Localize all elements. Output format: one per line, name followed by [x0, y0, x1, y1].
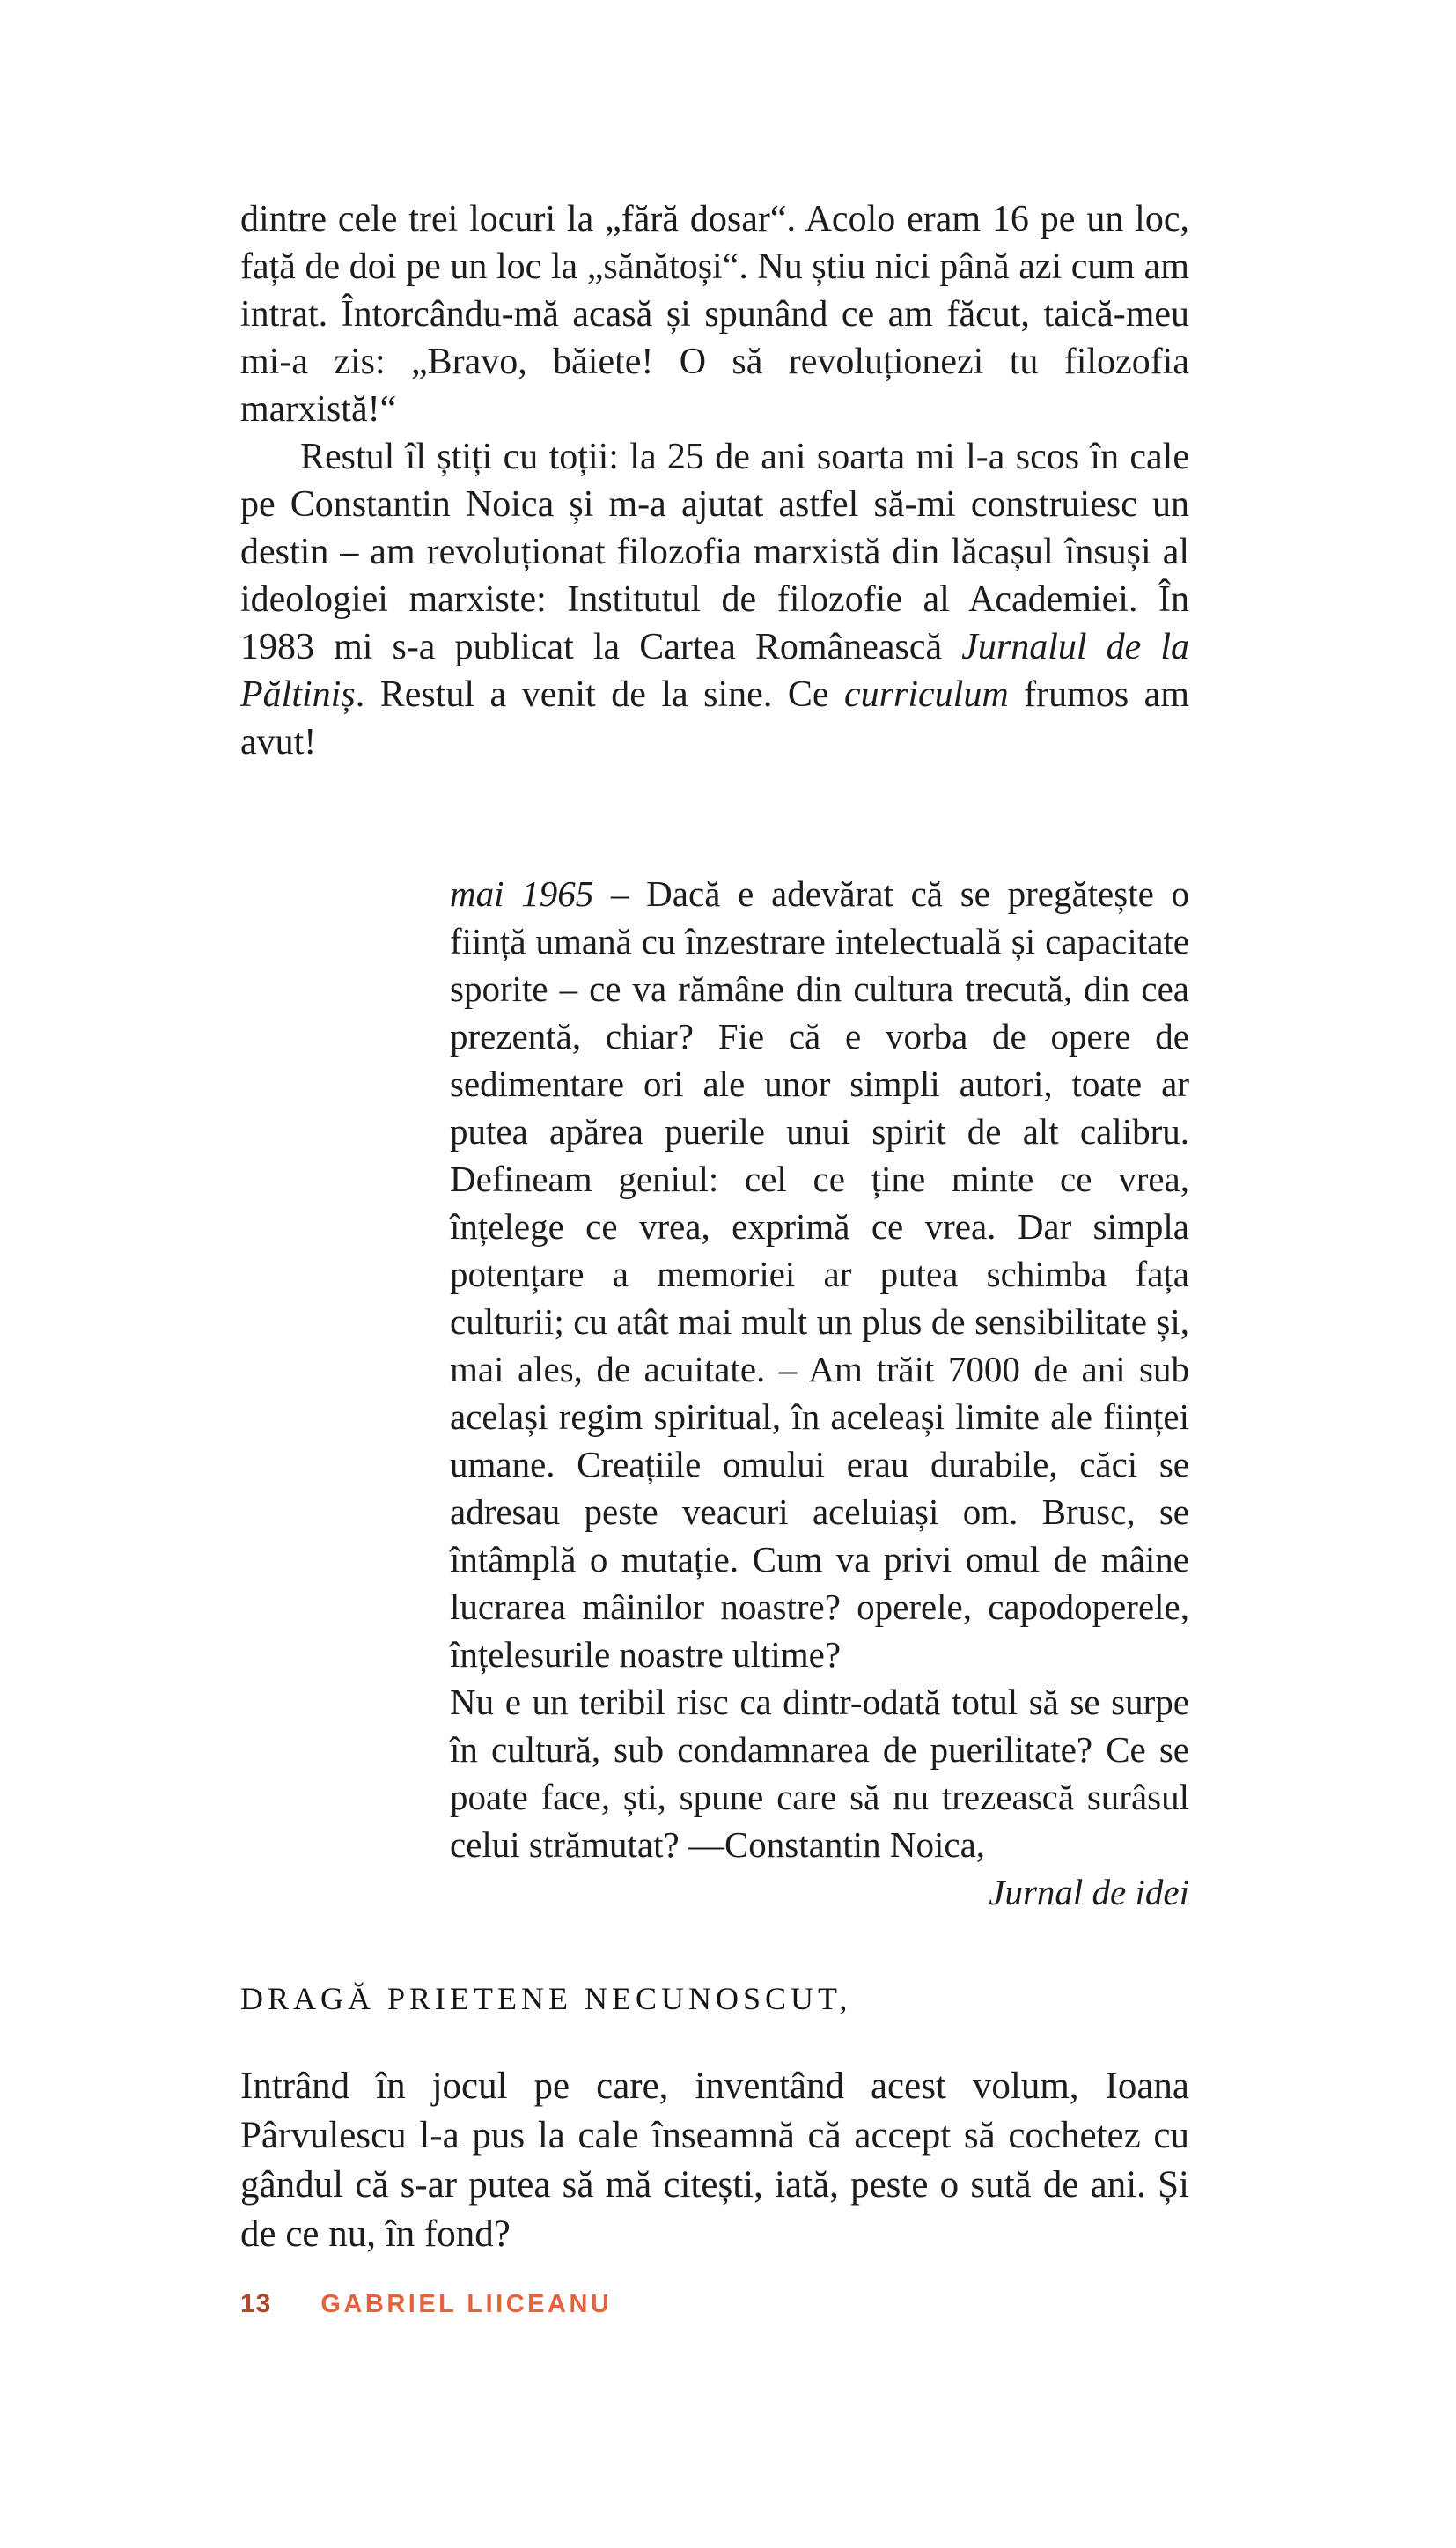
paragraph-restul-text-3: frumos am avut! — [240, 674, 1189, 762]
quote-date: mai 1965 — [450, 873, 594, 914]
paragraph-restul-text-2: . Restul a venit de la sine. Ce — [355, 674, 845, 715]
page-number: 13 — [240, 2289, 272, 2318]
block-quote-noica — [450, 870, 1189, 1916]
word-curriculum: curriculum — [844, 674, 1009, 715]
quote-paragraph-2: Nu e un teribil risc ca dintr-odată totul să se surpe în cultură, sub condamnarea de puerilitate? Ce se poate face, ști, spune care să nu trezească surâsul celui strămutat? —Constantin Noica, — [450, 1682, 1189, 1865]
quote-paragraph-1 — [450, 870, 1189, 1678]
section-heading-salutation: DRAGĂ PRIETENE NECUNOSCUT, — [240, 1981, 852, 2016]
paragraph-restul-text: Restul îl știți cu toții: la 25 de ani soarta mi l-a scos în cale pe Constantin Noica și m-a ajutat astfel să-mi construiesc un destin – am revoluționat filozofia marxistă din lăcașul însuși al ideologiei marxiste: Institutul de filozofie al Academiei. În 1983 mi s-a publicat la Cartea Românească — [240, 437, 1189, 667]
paragraph-restul — [240, 433, 1189, 766]
paragraph-closing: Intrând în jocul pe care, inventând acest volum, Ioana Pârvulescu l-a pus la cale înseamnă că accept să cochetez cu gândul că s-ar putea să mă citești, iată, peste o sută de ani. Și de ce nu, în fond? — [240, 2066, 1189, 2255]
quote-paragraph-1-text: – Dacă e adevărat că se pregătește o ființă umană cu înzestrare intelectuală și capacitate sporite – ce va rămâne din cultura trecută, din cea prezentă, chiar? Fie că e vorba de opere de sedimentare ori ale unor simpli autori, toate ar putea apărea puerile unui spirit de alt calibru. Defineam geniul: cel ce ține minte ce vrea, înțelege ce vrea, exprimă ce vrea. Dar simpla potențare a memoriei ar putea schimba fața culturii; cu atât mai mult un plus de sensibilitate și, mai ales, de acuitate. – Am trăit 7000 de ani sub același regim spiritual, în aceleași limite ale ființei umane. Creațiile omului erau durabile, căci se adresau peste veacuri aceluiași om. Brusc, se întâmplă o mutație. Cum va privi omul de mâine lucrarea mâinilor noastre? operele, capodoperele, înțelesurile noastre ultime? — [450, 873, 1190, 1675]
paragraph-continued: dintre cele trei locuri la „fără dosar“. Acolo eram 16 pe un loc, față de doi pe un loc la „sănătoși“. Nu știu nici până azi cum am intrat. Întorcându-mă acasă și spunând ce am făcut, taică-meu mi-a zis: „Bravo, băiete! O să revoluționezi tu filozofia marxistă!“ — [240, 199, 1189, 430]
page-footer — [240, 2289, 1189, 2319]
running-author-name: GABRIEL LIICEANU — [320, 2290, 613, 2318]
quote-source-title: Jurnal de idei — [989, 1872, 1189, 1912]
book-title-jurnalul: Jurnalul de la Păltiniș — [240, 627, 1189, 715]
